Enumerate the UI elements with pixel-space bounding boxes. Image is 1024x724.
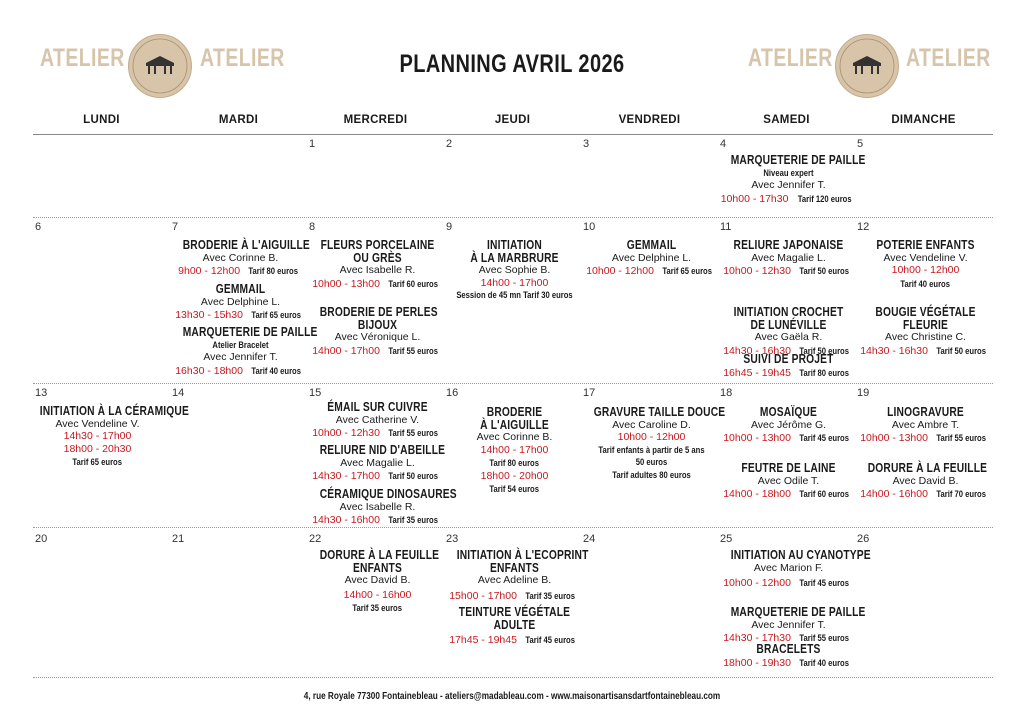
event-price: Tarif 35 euros xyxy=(525,590,576,601)
event-block xyxy=(581,239,722,278)
event-time: 18h00 - 20h30 xyxy=(63,442,132,455)
weekday-dimanche: DIMANCHE xyxy=(891,114,956,126)
event-block xyxy=(855,306,996,357)
event-time: 10h00 - 12h30 xyxy=(723,265,791,277)
date-number: 7 xyxy=(172,221,179,233)
date-number: 9 xyxy=(446,221,453,233)
event-block xyxy=(581,405,726,481)
event-price: Tarif 70 euros xyxy=(936,489,987,499)
event-teacher: Avec Isabelle R. xyxy=(339,264,416,276)
event-teacher: Avec Corinne B. xyxy=(476,431,553,443)
event-price: Tarif 55 euros xyxy=(936,433,987,443)
event-price: Tarif 80 euros xyxy=(799,367,850,378)
event-title: TEINTURE VÉGÉTALE xyxy=(458,605,571,619)
date-number: 6 xyxy=(35,221,42,233)
event-teacher: Avec Véronique L. xyxy=(334,331,421,343)
event-title: INITIATION AU CYANOTYPE xyxy=(730,548,871,562)
event-block xyxy=(718,605,866,645)
event-time: 17h45 - 19h45 xyxy=(449,634,517,646)
event-price: Tarif 40 euros xyxy=(799,657,850,668)
event-teacher: Avec Vendeline V. xyxy=(883,251,968,264)
event-title: ADULTE xyxy=(493,617,536,632)
event-price: Tarif 45 euros xyxy=(799,433,850,443)
date-number: 26 xyxy=(857,533,870,545)
event-title: ENFANTS xyxy=(490,560,539,575)
event-teacher: Avec Odile T. xyxy=(757,474,820,487)
event-title: GEMMAIL xyxy=(626,238,677,252)
event-block xyxy=(444,406,585,496)
event-time: 14h00 - 16h00 xyxy=(860,488,928,500)
event-title: BRODERIE xyxy=(486,405,543,419)
event-time: 10h00 - 17h30 xyxy=(720,192,789,205)
event-price: Tarif 40 euros xyxy=(251,365,302,376)
event-title: RELIURE NID D'ABEILLE xyxy=(319,443,446,457)
footer-contact: 4, rue Royale 77300 Fontainebleau - ateliers@madableau.com - www.maisonartisansdartfontainebleau.com xyxy=(303,691,721,702)
event-teacher: Avec Magalie L. xyxy=(751,251,826,264)
event-block xyxy=(307,444,448,483)
event-price: Tarif 60 euros xyxy=(799,489,850,499)
event-block xyxy=(444,548,589,602)
event-title: BRODERIE DE PERLES xyxy=(319,305,438,319)
event-teacher: Avec Ambre T. xyxy=(891,418,960,431)
date-number: 12 xyxy=(857,221,870,233)
event-block xyxy=(855,462,996,501)
date-number: 24 xyxy=(583,533,596,545)
date-number: 4 xyxy=(720,138,727,150)
date-number: 10 xyxy=(583,221,596,233)
event-time: 14h30 - 17h00 xyxy=(63,430,132,442)
atelier-label-left: ATELIER xyxy=(40,44,125,72)
event-time: 14h30 - 17h00 xyxy=(312,470,380,482)
date-number: 2 xyxy=(446,138,453,150)
event-time: 10h00 - 12h30 xyxy=(312,427,380,439)
date-number: 20 xyxy=(35,533,48,545)
date-number: 14 xyxy=(172,387,185,399)
event-note: 50 euros xyxy=(635,457,668,467)
date-number: 21 xyxy=(172,533,185,545)
atelier-label-right: ATELIER xyxy=(748,44,833,72)
event-teacher: Avec Jérôme G. xyxy=(750,418,827,431)
event-teacher: Avec Catherine V. xyxy=(335,413,420,426)
event-block xyxy=(170,283,311,322)
event-teacher: Avec Adeline B. xyxy=(477,574,552,586)
event-title: DORURE À LA FEUILLE xyxy=(867,461,988,475)
date-number: 15 xyxy=(309,387,322,399)
page-title: PLANNING AVRIL 2026 xyxy=(399,50,625,78)
event-time: 16h30 - 18h00 xyxy=(175,364,243,377)
event-price: Tarif 65 euros xyxy=(72,457,123,467)
event-time: 18h00 - 19h30 xyxy=(723,656,791,669)
event-price: Tarif 35 euros xyxy=(388,515,439,525)
event-title: BRODERIE À L'AIGUILLE xyxy=(182,238,310,252)
week-divider xyxy=(33,217,993,218)
event-teacher: Avec Gaëla R. xyxy=(754,331,823,343)
week-divider xyxy=(33,677,993,678)
event-price: Tarif 54 euros xyxy=(489,484,540,494)
event-price: Tarif 65 euros xyxy=(251,310,302,320)
event-price: Tarif 50 euros xyxy=(799,345,850,356)
event-time: 9h00 - 12h00 xyxy=(178,265,241,277)
event-teacher: Avec David B. xyxy=(892,474,959,487)
date-number: 1 xyxy=(309,138,316,150)
event-title: SUIVI DE PROJET xyxy=(743,352,834,366)
event-price: Tarif 55 euros xyxy=(799,633,850,643)
event-price: Tarif 65 euros xyxy=(662,266,713,276)
event-block xyxy=(27,404,189,469)
event-time: 14h00 - 17h00 xyxy=(480,443,549,456)
date-number: 11 xyxy=(720,221,732,233)
event-note: Tarif enfants à partir de 5 ans xyxy=(598,444,705,455)
event-block xyxy=(307,239,448,290)
event-time: 14h30 - 17h30 xyxy=(723,632,791,644)
event-block xyxy=(718,643,859,669)
event-block xyxy=(718,353,859,379)
event-title: GEMMAIL xyxy=(215,282,266,296)
event-price: Tarif 55 euros xyxy=(388,345,439,356)
event-price: Tarif 50 euros xyxy=(936,345,987,356)
event-teacher: Avec Jennifer T. xyxy=(203,351,278,363)
event-price: Tarif 50 euros xyxy=(799,266,850,276)
event-note: Niveau expert xyxy=(763,167,814,178)
event-note: Session de 45 mn Tarif 30 euros xyxy=(456,290,573,300)
event-teacher: Avec Caroline D. xyxy=(612,418,691,431)
event-title: BIJOUX xyxy=(357,317,398,332)
event-title: RELIURE JAPONAISE xyxy=(733,238,844,252)
date-number: 23 xyxy=(446,533,459,545)
event-title: FEUTRE DE LAINE xyxy=(741,461,836,475)
event-teacher: Avec Christine C. xyxy=(885,331,966,343)
event-time: 14h30 - 16h30 xyxy=(860,344,928,357)
event-block xyxy=(855,406,996,445)
weekday-samedi: SAMEDI xyxy=(763,114,810,126)
event-block xyxy=(307,306,448,357)
weekday-header xyxy=(33,114,993,135)
event-block xyxy=(444,606,585,647)
event-title: GRAVURE TAILLE DOUCE xyxy=(593,405,726,419)
event-time: 10h00 - 12h00 xyxy=(723,577,791,589)
event-title: ENFANTS xyxy=(353,560,402,575)
event-time: 18h00 - 20h00 xyxy=(480,469,549,482)
event-title: DE LUNÉVILLE xyxy=(750,317,827,332)
event-time: 10h00 - 13h00 xyxy=(312,277,380,290)
date-number: 13 xyxy=(35,387,48,399)
event-price: Tarif 40 euros xyxy=(900,278,951,289)
event-time: 14h00 - 17h00 xyxy=(312,344,380,357)
event-title: INITIATION À L'ECOPRINT xyxy=(456,548,589,562)
event-title: BRACELETS xyxy=(756,642,821,656)
event-time: 10h00 - 12h00 xyxy=(891,264,960,276)
event-time: 10h00 - 12h00 xyxy=(586,265,654,277)
week-divider xyxy=(33,527,993,528)
date-number: 3 xyxy=(583,138,590,150)
event-block xyxy=(307,549,448,615)
event-block xyxy=(718,462,859,501)
event-teacher: Avec Delphine L. xyxy=(611,251,692,264)
event-block xyxy=(444,239,585,302)
event-time: 10h00 - 13h00 xyxy=(860,432,928,444)
event-title: BOUGIE VÉGÉTALE xyxy=(875,305,976,319)
date-number: 5 xyxy=(857,138,864,150)
event-teacher: Avec Magalie L. xyxy=(340,456,415,469)
event-block xyxy=(170,239,311,278)
date-number: 17 xyxy=(583,387,596,399)
event-title: MOSAÏQUE xyxy=(759,405,818,419)
event-time: 14h00 - 17h00 xyxy=(480,276,549,289)
event-teacher: Avec Vendeline V. xyxy=(55,417,140,430)
event-title: FLEURS PORCELAINE xyxy=(320,238,435,252)
event-block xyxy=(718,406,859,445)
atelier-label-left-2: ATELIER xyxy=(200,44,285,72)
event-time: 14h30 - 16h00 xyxy=(312,514,380,526)
event-teacher: Avec Sophie B. xyxy=(478,264,551,276)
event-price: Tarif 80 euros xyxy=(248,266,299,276)
event-block xyxy=(170,325,318,377)
event-time: 14h00 - 18h00 xyxy=(723,488,791,500)
date-number: 22 xyxy=(309,533,322,545)
event-teacher: Avec David B. xyxy=(344,574,411,586)
event-teacher: Avec Delphine L. xyxy=(200,295,281,308)
event-teacher: Avec Isabelle R. xyxy=(339,500,416,513)
event-title: FLEURIE xyxy=(903,317,948,332)
event-title: LINOGRAVURE xyxy=(887,405,964,419)
event-teacher: Avec Jennifer T. xyxy=(751,618,826,631)
event-block xyxy=(855,239,996,290)
event-block xyxy=(718,153,866,205)
event-title: MARQUETERIE DE PAILLE xyxy=(730,605,866,619)
event-title: ÉMAIL SUR CUIVRE xyxy=(327,400,428,414)
event-price: Tarif 50 euros xyxy=(388,471,439,481)
event-title: INITIATION À LA CÉRAMIQUE xyxy=(39,404,189,418)
event-note: Atelier Bracelet xyxy=(212,339,269,350)
event-title: DORURE À LA FEUILLE xyxy=(319,548,440,562)
event-title: OU GRÈS xyxy=(353,250,402,265)
event-time: 16h45 - 19h45 xyxy=(723,366,791,379)
event-time: 10h00 - 12h00 xyxy=(617,431,686,443)
event-block xyxy=(718,306,859,357)
event-teacher: Avec Corinne B. xyxy=(202,251,279,264)
weekday-lundi: LUNDI xyxy=(83,114,120,126)
event-block xyxy=(307,487,457,527)
event-time: 14h00 - 16h00 xyxy=(343,588,412,601)
date-number: 16 xyxy=(446,387,459,399)
event-price: Tarif 120 euros xyxy=(797,193,852,204)
event-title: CÉRAMIQUE DINOSAURES xyxy=(319,487,457,501)
event-title: INITIATION CROCHET xyxy=(733,305,844,319)
date-number: 19 xyxy=(857,387,870,399)
event-block xyxy=(307,401,448,440)
weekday-vendredi: VENDREDI xyxy=(618,114,681,126)
event-title: MARQUETERIE DE PAILLE xyxy=(730,153,866,167)
event-title: À L'AIGUILLE xyxy=(480,417,549,432)
event-time: 15h00 - 17h00 xyxy=(449,589,517,602)
maison-seal-logo-right xyxy=(835,34,899,98)
event-title: INITIATION xyxy=(487,238,542,252)
date-number: 25 xyxy=(720,533,733,545)
event-price: Tarif 60 euros xyxy=(388,278,439,289)
date-number: 18 xyxy=(720,387,733,399)
event-time: 13h30 - 15h30 xyxy=(175,309,243,321)
atelier-label-right-2: ATELIER xyxy=(906,44,991,72)
event-note: Tarif adultes 80 euros xyxy=(612,469,691,480)
weekday-mercredi: MERCREDI xyxy=(343,114,408,126)
event-teacher: Avec Jennifer T. xyxy=(751,179,826,191)
event-price: Tarif 45 euros xyxy=(799,578,850,588)
event-block xyxy=(718,239,859,278)
event-title: À LA MARBRURE xyxy=(470,250,559,265)
event-price: Tarif 45 euros xyxy=(525,635,576,645)
weekday-jeudi: JEUDI xyxy=(494,114,531,126)
event-time: 10h00 - 13h00 xyxy=(723,432,791,444)
event-title: POTERIE ENFANTS xyxy=(876,238,975,252)
event-teacher: Avec Marion F. xyxy=(753,561,824,574)
event-time: 14h30 - 16h30 xyxy=(723,344,791,357)
event-price: Tarif 55 euros xyxy=(388,428,439,438)
week-divider xyxy=(33,383,993,384)
event-block xyxy=(718,548,871,590)
weekday-mardi: MARDI xyxy=(218,114,259,126)
date-number: 8 xyxy=(309,221,316,233)
event-title: MARQUETERIE DE PAILLE xyxy=(182,325,318,339)
event-price: Tarif 80 euros xyxy=(489,458,540,468)
event-price: Tarif 35 euros xyxy=(352,603,403,613)
